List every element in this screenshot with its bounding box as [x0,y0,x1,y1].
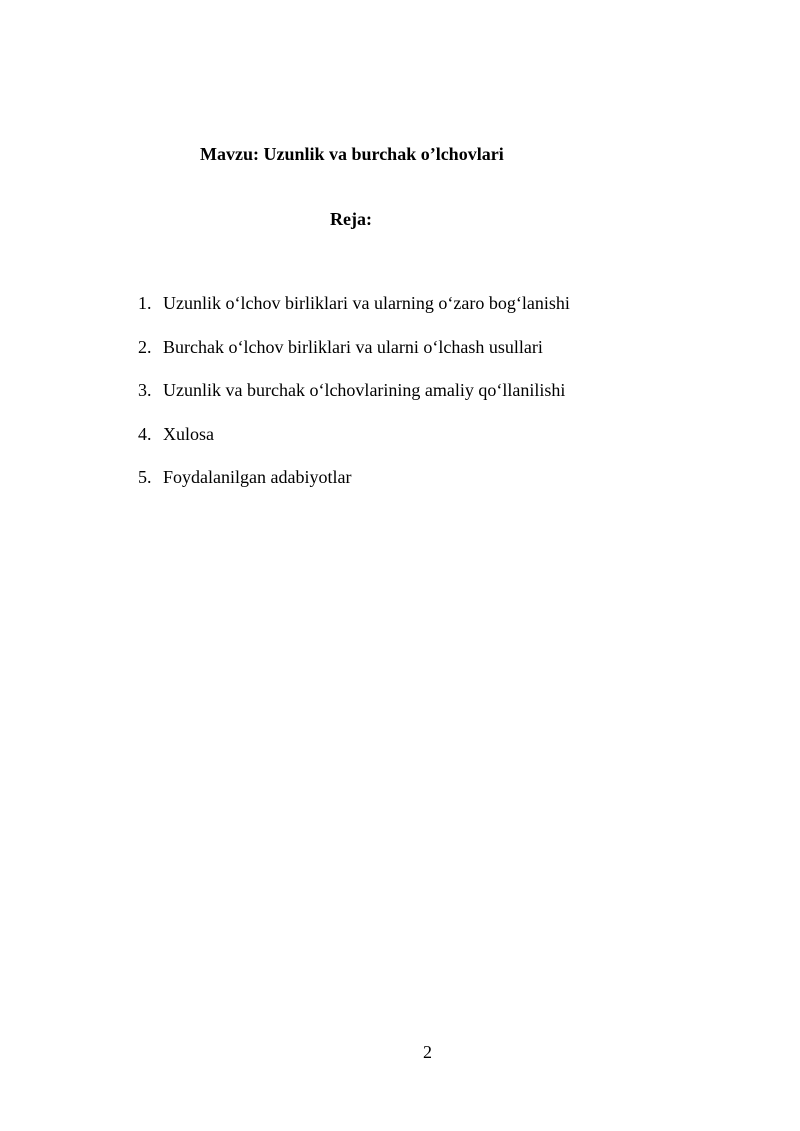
list-item-text: Uzunlik o‘lchov birliklari va ularning o‘zaro bog‘lanishi [163,293,570,313]
list-item-text: Foydalanilgan adabiyotlar [163,467,352,487]
list-item-text: Xulosa [163,423,214,444]
list-item [138,335,570,379]
document-title: Mavzu: Uzunlik va burchak o’lchovlari [200,144,504,164]
list-item [138,465,570,509]
list-item-number: 1. [138,293,152,313]
list-item [138,422,570,466]
list-item-number: 3. [138,380,152,400]
plan-list [138,291,570,509]
list-item-text: Burchak o‘lchov birliklari va ularni o‘lchash usullari [163,336,543,357]
list-item [138,378,570,422]
plan-heading: Reja: [330,209,372,229]
list-item-text: Uzunlik va burchak o‘lchovlarining amaliy qo‘llanilishi [163,380,566,400]
list-item-number: 4. [138,423,152,444]
list-item [138,291,570,335]
list-item-number: 2. [138,336,152,357]
list-item-number: 5. [138,467,152,487]
page-number: 2 [423,1042,432,1062]
